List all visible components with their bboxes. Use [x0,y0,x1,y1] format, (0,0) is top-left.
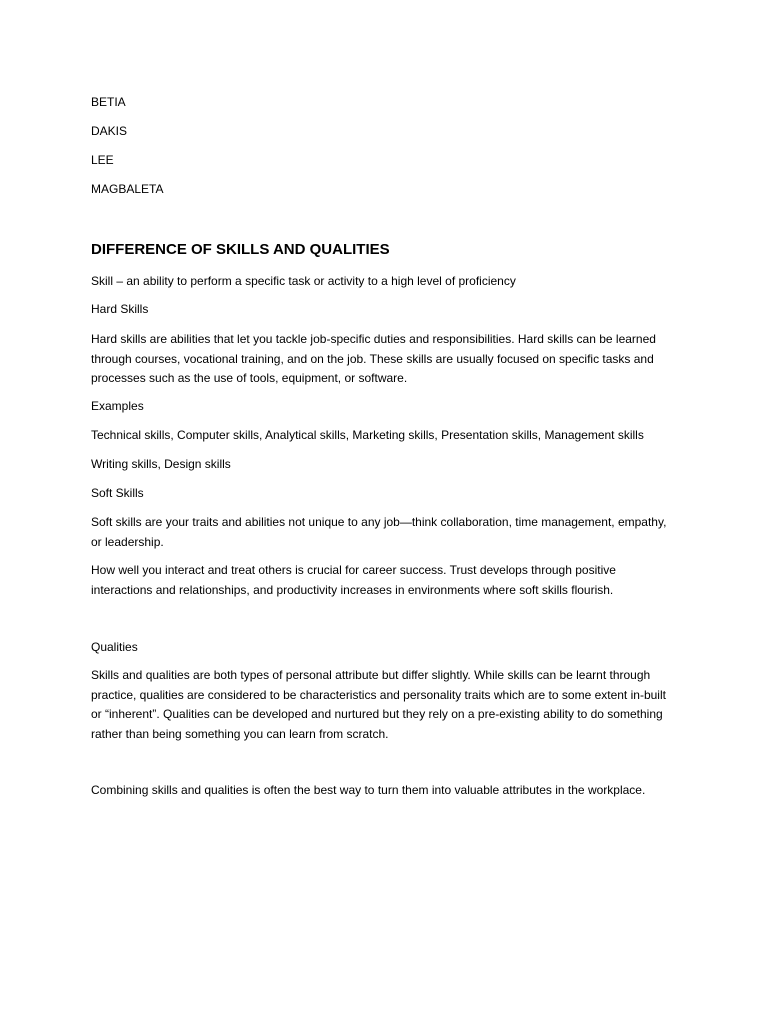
soft-skills-description: Soft skills are your traits and abilities not unique to any job—think collaboration, time management, empathy, or leadership. [91,515,667,549]
hard-skills-examples-line1: Technical skills, Computer skills, Analytical skills, Marketing skills, Presentation skills, Management skills [91,428,644,442]
qualities-description: Skills and qualities are both types of personal attribute but differ slightly. While skills can be learnt through practice, qualities are considered to be characteristics and personality traits which are to some extent in-built or “inherent”. Qualities can be developed and nurtured but they rely on a pre-existing ability to do something rather than being something you can learn from scratch. [91,668,666,741]
hard-skills-heading: Hard Skills [91,302,149,316]
author-name: BETIA [91,95,126,109]
author-name: MAGBALETA [91,182,164,196]
hard-skills-description: Hard skills are abilities that let you tackle job-specific duties and responsibilities. Hard skills can be learned through courses, vocational training, and on the job. These skills are usually focused on specific tasks and processes such as the use of tools, equipment, or software. [91,332,656,385]
qualities-heading: Qualities [91,640,138,654]
examples-label: Examples [91,399,144,413]
skill-definition: Skill – an ability to perform a specific task or activity to a high level of proficiency [91,274,516,288]
conclusion-paragraph: Combining skills and qualities is often the best way to turn them into valuable attributes in the workplace. [91,783,646,797]
author-name: LEE [91,153,114,167]
soft-skills-description-2: How well you interact and treat others is crucial for career success. Trust develops through positive interactions and relationships, and productivity increases in environments where soft skills flourish. [91,563,616,597]
document-title: DIFFERENCE OF SKILLS AND QUALITIES [91,241,390,258]
hard-skills-examples-line2: Writing skills, Design skills [91,457,231,471]
soft-skills-heading: Soft Skills [91,486,144,500]
author-name: DAKIS [91,124,128,138]
